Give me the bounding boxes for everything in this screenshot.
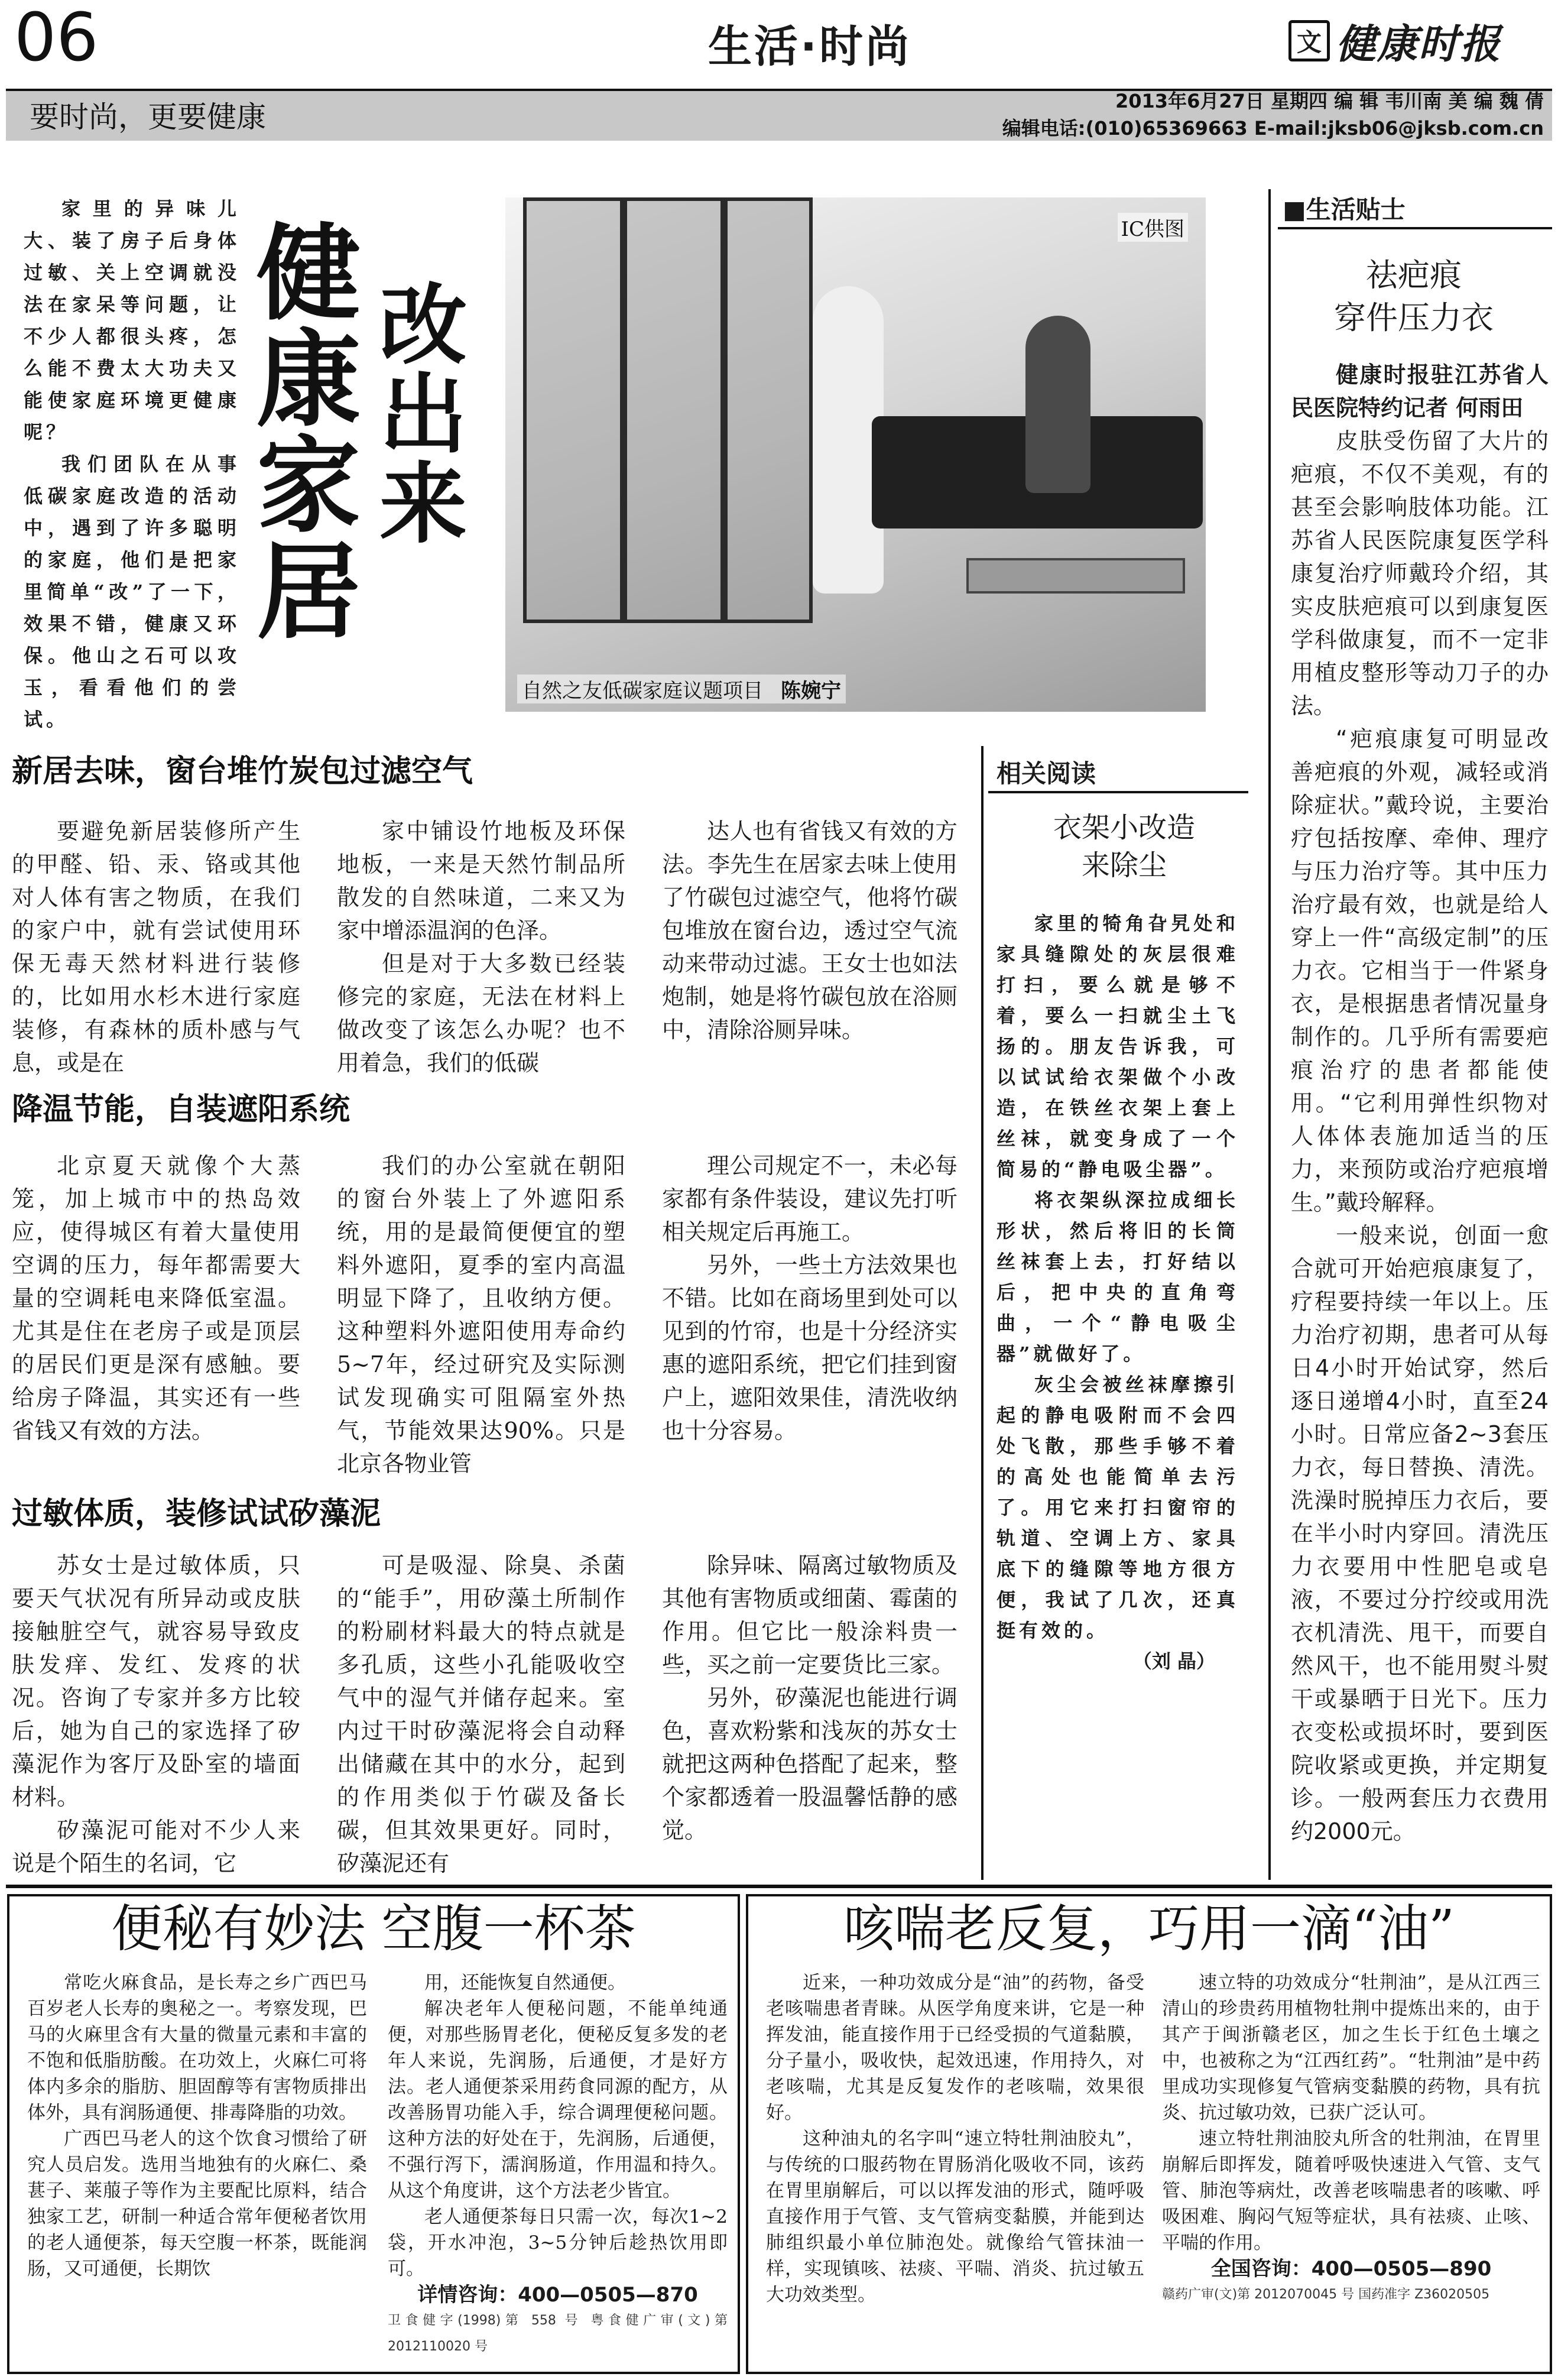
sidebar-byline: 健康时报驻江苏省人民医院特约记者 何雨田 <box>1291 362 1549 421</box>
section-heading: 新居去味，窗台堆竹炭包过滤空气 <box>12 754 473 789</box>
man-figure <box>1025 316 1090 493</box>
paragraph: 皮肤受伤留了大片的疤痕，不仅不美观，有的甚至会影响肢体功能。江苏省人民医院康复医学科康复治疗师戴玲介绍，其实皮肤疤痕可以到康复医学科做康复，而不一定非用植皮整形等动刀子的办法。 <box>1291 428 1549 719</box>
ad-contact: 全国咨询：400—0505—890 <box>1210 2257 1492 2281</box>
article-column <box>662 1549 957 1847</box>
title-line: 祛疤痕 <box>1366 257 1462 294</box>
paragraph: 这种油丸的名字叫“速立特牡荆油胶丸”，与传统的口服药物在胃肠消化吸收不同，该药在胃里崩解后，可以以挥发油的形式，随呼吸直接作用于气管、支气管病变黏膜，并能到达肺组织最小单位肺泡处。就像给气管抹油一样，实现镇咳、祛痰、平喘、消炎、抗过敏五大功效类型。 <box>766 2128 1144 2306</box>
paragraph: 可是吸湿、除臭、杀菌的“能手”，用矽藻土所制作的粉刷材料最大的特点就是多孔质，这些小孔能吸收空气中的湿气并储存起来。室内过干时矽藻泥将会自动释出储藏在其中的水分，起到的作用类似于竹碳及备长碳，但其效果更好。同时，矽藻泥还有 <box>337 1552 625 1876</box>
ad-left-box <box>7 1894 740 2374</box>
paragraph: 但是对于大多数已经装修完的家庭，无法在材料上做改变了该怎么办呢？也不用着急，我们的低碳 <box>337 951 625 1076</box>
header-meta <box>1002 87 1544 142</box>
title-char: 改 <box>379 275 467 377</box>
sidebar-title <box>1278 254 1550 339</box>
date-editor-line: 2013年6月27日 星期四 编 辑 韦川南 美 编 魏 倩 <box>1115 90 1544 112</box>
sidebar-divider <box>1268 189 1271 1880</box>
newspaper-logo <box>1288 13 1549 69</box>
coffee-table <box>966 558 1185 594</box>
page-number: 06 <box>14 0 99 76</box>
square-bullet-icon: ■ <box>1283 195 1306 224</box>
article-column <box>337 1149 625 1480</box>
paragraph: 除异味、隔离过敏物质及其他有害物质或细菌、霉菌的作用。但它比一般涂料贵一些，买之前一定要货比三家。 <box>662 1552 957 1678</box>
paragraph: 近来，一种功效成分是“油”的药物，备受老咳喘患者青睐。从医学角度来讲，它是一种挥发油，能直接作用于已经受损的气道黏膜，分子量小，吸收快，起效迅速，作用持久，对老咳喘，尤其是反复发作的老咳喘，效果很好。 <box>766 1972 1144 2123</box>
article-column <box>12 815 300 1079</box>
ad-title: 咳喘老反复，巧用一滴“油” <box>843 1899 1455 1959</box>
section-title: 生活·时尚 <box>707 21 912 72</box>
title-line: 来除尘 <box>1081 849 1167 882</box>
logo-text: 健康时报 <box>1336 20 1502 68</box>
title-line: 穿件压力衣 <box>1334 299 1494 336</box>
feature-photo <box>505 197 1206 712</box>
paragraph: 解决老年人便秘问题，不能单纯通便，对那些肠胃老化，便秘反复多发的老年人来说，先润肠，后通便，才是好方法。老人通便茶采用药食同源的配方，从改善肠胃功能入手，综合调理便秘问题。这种方法的好处在于，先润肠，后通便，不强行泻下，濡润肠道，作用温和持久。从这个角度讲，这个方法老少皆宜。 <box>388 1998 728 2201</box>
related-rule <box>988 791 1248 793</box>
related-body <box>997 908 1239 1677</box>
ad-column <box>1162 1970 1540 2308</box>
related-label: 相关阅读 <box>997 759 1096 788</box>
feature-title-col2 <box>379 275 467 555</box>
ad-contact: 详情咨询：400—0505—870 <box>417 2283 698 2307</box>
paragraph: 用，还能恢复自然通便。 <box>424 1972 626 1993</box>
title-char: 来 <box>379 453 467 555</box>
section-heading: 过敏体质，装修试试矽藻泥 <box>12 1496 381 1532</box>
feature-title-col1 <box>257 213 361 653</box>
paragraph: 一般来说，创面一愈合就可开始疤痕康复了，疗程要持续一年以上。压力治疗初期，患者可从每日4小时开始试穿，然后逐日递增4小时，直至24小时。日常应备2~3套压力衣，每日替换、清洗。洗澡时脱掉压力衣后，要在半小时内穿回。清洗压力衣要用中性肥皂或皂液，不要过分拧绞或用洗衣机清洗、甩干，而要自然风干，也不能用熨斗熨干或暴晒于日光下。压力衣变松或损坏时，要到医院收紧或更换，并定期复诊。一般两套压力衣费用约2000元。 <box>1291 1223 1549 1844</box>
contact-line: 编辑电话:(010)65369663 E-mail:jksb06@jksb.com.cn <box>1002 117 1544 140</box>
paragraph: 常吃火麻食品，是长寿之乡广西巴马百岁老人长寿的奥秘之一。考察发现，巴马的火麻里含有大量的微量元素和丰富的不饱和低脂肪酸。在功效上，火麻仁可将体内多余的脂肪、胆固醇等有害物质排出体外，具有润肠通便、排毒降脂的功效。 <box>27 1972 367 2123</box>
sidebar-label-text: 生活贴士 <box>1306 195 1406 224</box>
paragraph: 我们的办公室就在朝阳的窗台外装上了外遮阳系统，用的是最简便便宜的塑料外遮阳，夏季的室内高温明显下降了，且收纳方便。这种塑料外遮阳使用寿命约5~7年，经过研究及实际测试发现确实可阻隔室外热气，节能效果达90%。只是北京各物业管 <box>337 1153 625 1477</box>
window-pane <box>724 197 813 623</box>
paragraph: 北京夏天就像个大蒸笼，加上城市中的热岛效应，使得城区有着大量使用空调的压力，每年都需要大量的空调耗电来降低室温。尤其是住在老房子或是顶层的居民们更是深有感触。要给房子降温，其实还有一些省钱又有效的方法。 <box>12 1153 300 1444</box>
paragraph: 家里的犄角旮旯处和家具缝隙处的灰层很难打扫，要么就是够不着，要么一扫就尘土飞扬的。朋友告诉我，可以试试给衣架做个小改造，在铁丝衣架上套上丝袜，就变身成了一个简易的“静电吸尘器”。 <box>997 912 1239 1181</box>
window-pane <box>523 197 624 623</box>
ad-title: 便秘有妙法 空腹一杯茶 <box>111 1899 636 1959</box>
paragraph: 要避免新居装修所产生的甲醛、铅、汞、铬或其他对人体有害之物质，在我们的家户中，就有尝试使用环保无毒天然材料进行装修的，比如用水杉木进行家庭装修，有森林的质朴感与气息，或是在 <box>12 818 300 1076</box>
title-char: 出 <box>379 364 467 466</box>
related-author: （刘 晶） <box>1132 1650 1215 1672</box>
paragraph: 理公司规定不一，未必每家都有条件装设，建议先打听相关规定后再施工。 <box>662 1153 957 1245</box>
title-line: 衣架小改造 <box>1053 811 1195 844</box>
related-divider <box>981 746 984 1880</box>
article-column <box>12 1549 300 1880</box>
caption-author: 陈婉宁 <box>781 679 841 703</box>
related-title <box>988 809 1260 884</box>
ad-column <box>388 1970 728 2360</box>
paragraph: 速立特牡荆油胶丸所含的牡荆油，在胃里崩解后即挥发，随着呼吸快速进入气管、支气管、肺泡等病灶，改善老咳喘患者的咳嗽、呼吸困难、胸闷气短等症状，具有祛痰、止咳、平喘的作用。 <box>1162 2128 1540 2253</box>
paragraph: 将衣架纵深拉成细长形状，然后将旧的长筒丝袜套上去，打好结以后，把中央的直角弯曲，一个“静电吸尘器”就做好了。 <box>997 1189 1239 1365</box>
paragraph: 广西巴马老人的这个饮食习惯给了研究人员启发。选用当地独有的火麻仁、桑葚子、莱菔子等作为主要配比原料，结合独家工艺，研制一种适合常年便秘者饮用的老人通便茶，每天空腹一杯茶，既能润肠，又可通便，长期饮 <box>27 2128 367 2280</box>
title-char: 家 <box>257 426 361 547</box>
window-pane <box>624 197 724 623</box>
header-slogan: 要时尚，更要健康 <box>30 100 266 134</box>
title-char: 居 <box>257 531 361 653</box>
lead-paragraph: 我们团队在从事低碳家庭改造的活动中，遇到了许多聪明的家庭，他们是把家里简单“改”了一下，效果不错，健康又环保。他山之石可以攻玉，看看他们的尝试。 <box>24 453 240 731</box>
sidebar-label <box>1283 190 1406 226</box>
logo-seal-icon: 文 <box>1288 20 1330 61</box>
title-char: 康 <box>257 319 361 441</box>
caption-text: 自然之友低碳家庭议题项目 <box>522 679 763 703</box>
paragraph: 另外，矽藻泥也能进行调色，喜欢粉紫和浅灰的苏女士就把这两种色搭配了起来，整个家都透着一股温馨恬静的感觉。 <box>662 1685 957 1843</box>
section-heading: 降温节能，自装遮阳系统 <box>12 1092 350 1127</box>
paragraph: 矽藻泥可能对不少人来说是个陌生的名词，它 <box>12 1817 300 1876</box>
lead-paragraph: 家里的异味儿大、装了房子后身体过敏、关上空调就没法在家呆等问题，让不少人都很头疼，怎么能不费太大功夫又能使家庭环境更健康呢？ <box>24 197 240 443</box>
ad-column <box>27 1970 367 2282</box>
article-column <box>337 815 625 1079</box>
paragraph: 达人也有省钱又有效的方法。李先生在居家去味上使用了竹碳包过滤空气，他将竹碳包堆放在窗台边，透过空气流动来带动过滤。王女士也如法炮制，她是将竹碳包放在浴厕中，清除浴厕异味。 <box>662 818 957 1043</box>
paragraph: 另外，一些土方法效果也不错。比如在商场里到处可以见到的竹帘，也是十分经济实惠的遮阳系统，把它们挂到窗户上，遮阳效果佳，清洗收纳也十分容易。 <box>662 1252 957 1444</box>
ad-column <box>766 1970 1144 2308</box>
ad-footnote: 赣药广审(文)第 2012070045 号 国药准字 Z36020505 <box>1162 2287 1490 2302</box>
title-char: 健 <box>257 213 361 335</box>
feature-lead <box>24 193 240 735</box>
ad-divider <box>6 1885 1552 1888</box>
ad-right-box <box>746 1894 1552 2374</box>
sidebar-rule <box>1278 227 1552 229</box>
article-column <box>12 1149 300 1447</box>
sidebar-body <box>1291 358 1549 1848</box>
article-column <box>337 1549 625 1880</box>
paragraph: 苏女士是过敏体质，只要天气状况有所异动或皮肤接触脏空气，就容易导致皮肤发痒、发红、发疼的状况。咨询了专家并多方比较后，她为自己的家选择了矽藻泥作为客厅及卧室的墙面材料。 <box>12 1552 300 1810</box>
ad-footnote: 卫食健字(1998)第 558 号 粤食健广审(文)第 2012110020 号 <box>388 2313 728 2354</box>
paragraph: 速立特的功效成分“牡荆油”，是从江西三清山的珍贵药用植物牡荆中提炼出来的，由于其产于闽浙赣老区，加之生长于红色土壤之中，也被称之为“江西红药”。“牡荆油”是中药里成功实现修复气管病变黏膜的药物，具有抗炎、抗过敏功效，已获广泛认可。 <box>1162 1972 1540 2123</box>
photo-credit: IC供图 <box>1118 213 1188 242</box>
paragraph: 灰尘会被丝袜摩擦引起的静电吸附而不会四处飞散，那些手够不着的高处也能简单去污了。用它来打扫窗帘的轨道、空调上方、家具底下的缝隙等地方很方便，我试了几次，还真挺有效的。 <box>997 1373 1239 1642</box>
paragraph: 家中铺设竹地板及环保地板，一来是天然竹制品所散发的自然味道，二来又为家中增添温润的色泽。 <box>337 818 625 943</box>
article-column <box>662 1149 957 1447</box>
article-column <box>662 815 957 1046</box>
paragraph: 老人通便茶每日只需一次，每次1~2袋，开水冲泡，3~5分钟后趁热饮用即可。 <box>388 2206 728 2280</box>
photo-caption <box>517 675 846 703</box>
paragraph: “疤痕康复可明显改善疤痕的外观，减轻或消除症状。”戴玲说，主要治疗包括按摩、牵伸、理疗与压力治疗等。其中压力治疗最有效，也就是给人穿上一件“高级定制”的压力衣。它相当于一件紧身衣，是根据患者情况量身制作的。几乎所有需要疤痕治疗的患者都能使用。“它利用弹性织物对人体体表施加适当的压力，来预防或治疗疤痕增生。”戴玲解释。 <box>1291 726 1549 1215</box>
